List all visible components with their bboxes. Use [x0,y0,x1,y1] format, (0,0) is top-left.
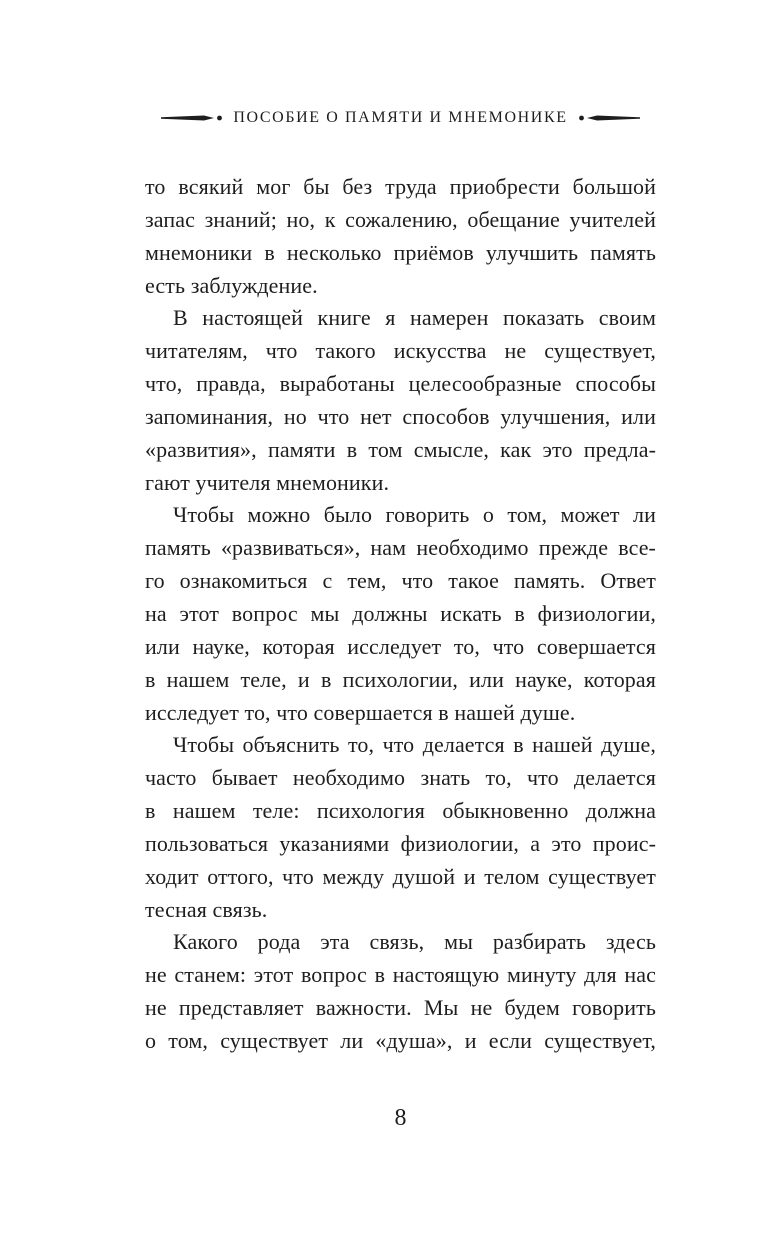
text-line: Чтобы можно было говорить о том, может ли [173,502,656,528]
text-line: тесная связь. [145,896,268,922]
tapered-dash-left-icon [161,113,223,123]
text-line: в нашем теле: психология обыкновенно должна [145,798,656,824]
text-line: мнемоники в несколько приёмов улучшить память [145,239,656,265]
paragraph [145,302,656,499]
text-line: на этот вопрос мы должны искать в физиологии, [145,600,656,626]
text-line: или науке, которая исследует то, что совершается [145,633,656,659]
text-line: читателям, что такого искусства не существует, [145,338,656,364]
text-line: исследует то, что совершается в нашей душе. [145,699,576,725]
text-line: что, правда, выработаны целесообразные способы [145,371,656,397]
text-line: запоминания, но что нет способов улучшения, или [145,403,656,429]
page-body [145,171,656,1058]
text-line: часто бывает необходимо знать то, что делается [145,765,656,791]
text-line: пользоваться указаниями физиологии, а это проис- [145,830,656,856]
tapered-dash-right-icon [578,113,640,123]
paragraph [145,926,656,1057]
page-number: 8 [394,1105,407,1131]
text-line: то всякий мог бы без труда приобрести большой [145,174,656,199]
text-line: не представляет важности. Мы не будем говорить [145,995,656,1021]
text-line: го ознакомиться с тем, что такое память. Ответ [145,568,656,594]
paragraph [145,171,656,302]
text-line: В настоящей книге я намерен показать своим [173,305,656,331]
text-line: не станем: этот вопрос в настоящую минуту для нас [145,962,656,988]
text-line: «развития», памяти в том смысле, как это предла- [145,436,656,462]
text-line: Чтобы объяснить то, что делается в нашей душе, [173,732,656,758]
paragraph [145,729,656,926]
text-line: запас знаний; но, к сожалению, обещание учителей [145,206,656,232]
text-line: Какого рода эта связь, мы разбирать здесь [173,929,656,955]
running-head-title: ПОСОБИЕ О ПАМЯТИ И МНЕМОНИКЕ [233,109,568,126]
text-line: в нашем теле, и в психологии, или науке, которая [145,666,656,692]
paragraph [145,499,656,729]
text-line: ходит оттого, что между душой и телом существует [145,863,656,889]
text-line: есть заблуждение. [145,272,318,298]
text-line: гают учителя мнемоники. [145,469,390,495]
text-line: память «развиваться», нам необходимо прежде все- [145,535,656,561]
text-line: о том, существует ли «душа», и если существует, [145,1027,656,1053]
running-head [145,103,656,133]
